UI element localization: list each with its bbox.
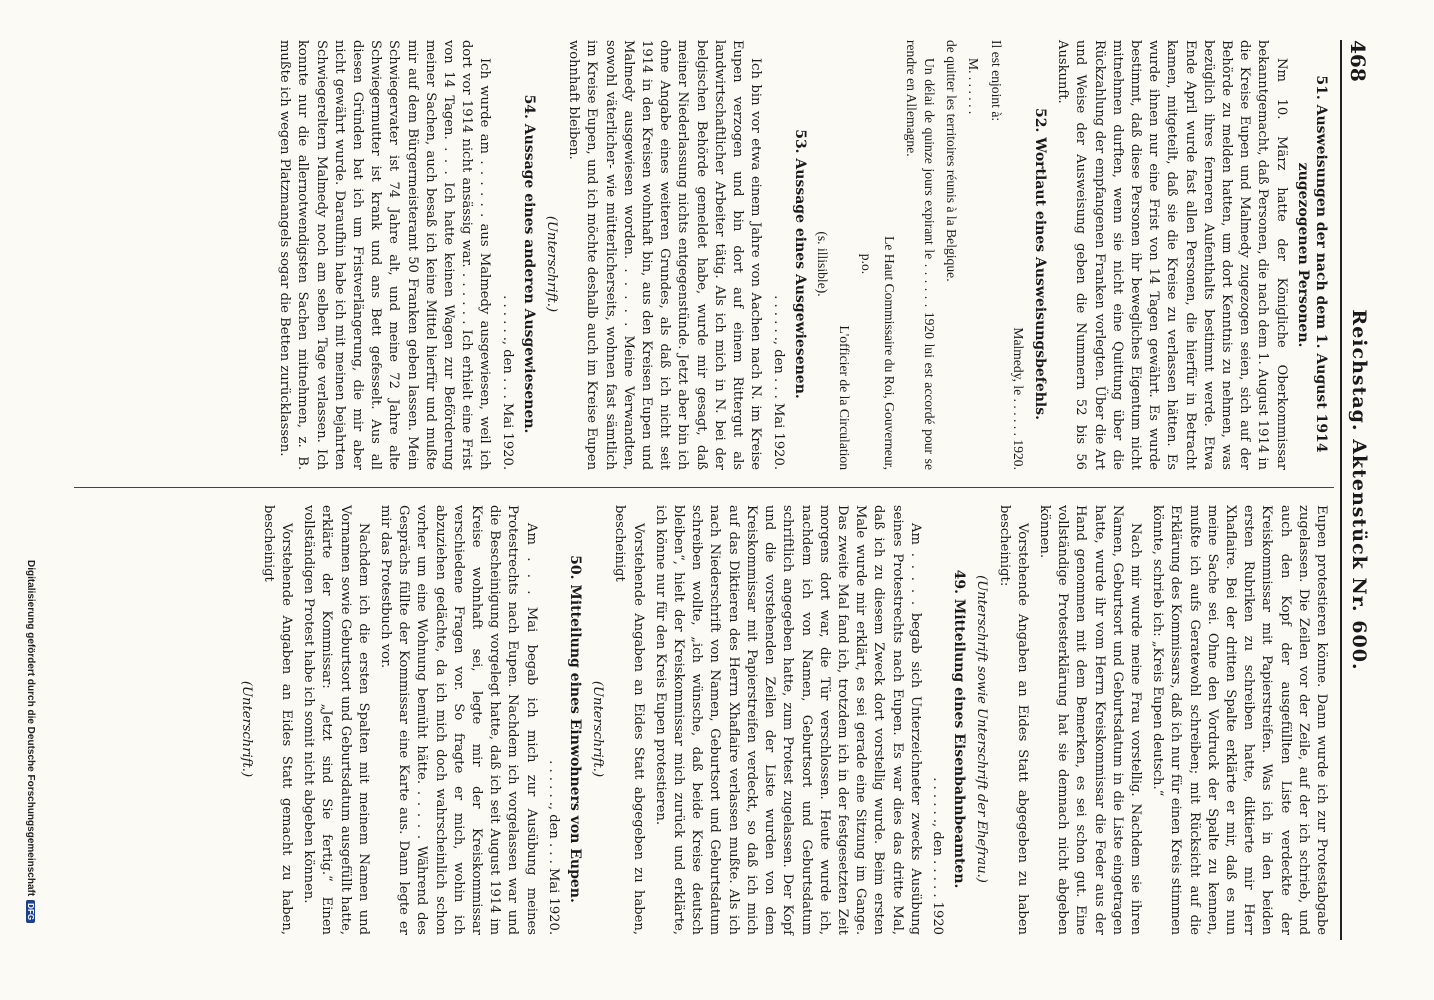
section-50-text-1: Am . . . Mai begab ich mich zur Ausübung meines Protestrechts nach Eupen. Nachdem ich vorgelassen war und die Bescheinigung vorgelegt hatte, daß ich seit August 1914 im Kreise wohnhaft sei, legte mir der Kreiskommissar verschiedene Fragen vor. So fragte er mich, wohin ich abzuziehen gedächte, da ich mich doch wahrscheinlich schon vorher um eine Wohnung bemüht hätte. . . . . . Während des Gesprächs füllte der Kommissar eine Karte aus. Dann legte er mir das Protestbuch vor. <box>378 505 539 935</box>
affidavit-1: Vorstehende Angaben an Eides Statt abgegeben zu haben bescheinigt: <box>996 505 1030 935</box>
wife-paragraph: Nach mir wurde meine Frau vorstellig. Nachdem sie ihren Namen, Geburtsort und Geburtsdatum in die Liste eingetragen hatte, wurde ihr vom Herrn Kreiskommissar die Feder aus der Hand genommen mit dem Bemerken, es sei schon gut. Eine vollständige Protesterklärung hat sie demnach nicht abgeben können. <box>1036 505 1143 935</box>
order-line-3: de quitter les territoires réunis à la Belgique. <box>944 40 960 282</box>
page-number: 468 <box>1346 40 1370 82</box>
page-title: Reichstag. Aktenstück Nr. 600. <box>1348 309 1370 671</box>
signature-3: (Unterschrift.) <box>238 680 254 778</box>
section-52-date: Malmedy, le . . . . . . 1920. <box>1010 327 1026 470</box>
order-line-2: M. . . . . . . <box>966 58 982 115</box>
right-column <box>232 505 1330 935</box>
section-50-text-2: Nachdem ich die ersten Spalten mit meinem Namen und Vornamen sowie Geburtsort und Geburtsdatum ausgefüllt hatte, erklärte der Kommissar: „Jetzt sind Sie fertig.“ Einen vollständigen Protest habe ich somit nicht abgeben können. <box>301 505 371 935</box>
section-50-title: 50. Mitteilung eines Einwohners von Eupen. <box>567 555 584 903</box>
section-54-title: 54. Aussage eines anderen Ausgewiesenen. <box>520 94 537 434</box>
section-53-title: 53. Aussage eines Ausgewiesenen. <box>791 129 808 399</box>
order-line-4: Un délai de quinze jours expirant le . . . . . . 1920 lui est accordé pour se rendre en Allemagne. <box>903 40 937 470</box>
order-po: p.o. <box>859 253 875 275</box>
section-52-title: 52. Wortlaut eines Ausweisungsbefehls. <box>1031 108 1048 420</box>
header-rule <box>1340 40 1342 940</box>
column-divider <box>74 487 1334 488</box>
footer-text: Digitalisierung gefördert durch die Deutsche Forschungsgemeinschaft <box>25 560 36 897</box>
section-53-text: Ich bin vor etwa einem Jahre von Aachen nach N. im Kreise Eupen verzogen und bin dort auf einem Rittergut als landwirtschaftlicher Arbeiter tätig. Als ich mich in N. bei der belgischen Behörde gemeldet habe, wurde mir gesagt, daß meiner Niederlassung nichts entgegenstünde. Jetzt aber bin ich ohne Angabe eines weiteren Grundes, als daß ich nicht seit 1914 in den Kreisen wohnhaft bin, aus den Kreisen Eupen und Malmedy ausgewiesen worden. . . . . . Meine Verwandten, sowohl väterlicher- wie mütterlicherseits, wohnen fast sämtlich im Kreise Eupen, und ich möchte deshalb auch im Kreise Eupen wohnhaft bleiben. <box>566 40 764 470</box>
signature-2: (Unterschrift.) <box>590 680 606 778</box>
section-53-date: . . . . . ., den . . . Mai 1920. <box>770 295 786 470</box>
continued-text: Eupen protestieren könne. Dann wurde ich zur Protestabgabe zugelassen. Die Zeilen vor der Zeile, auf der ich schrieb, und auch den Kopf der ausgefüllten Liste verdeckte der Kreiskommissar mit Papierstreifen. Was ich in den beiden ersten Rubriken zu schreiben hatte, diktierte mir Herr Xhaflaire. Bei der dritten Spalte erklärte er mir, daß es nun meine Sache sei. Ohne den Vordruck der Spalte zu kennen, mußte ich aufs Geratewohl schreiben; mit Rücksicht auf die Erklärung des Kommissars, daß ich nur für einen Kreis stimmen könnte, schrieb ich: „Kreis Eupen deutsch.“ <box>1150 505 1329 935</box>
section-49-title: 49. Mitteilung eines Eisenbahnbeamten. <box>951 569 968 889</box>
affidavit-2: Vorstehende Angaben an Eides Statt abgegeben zu haben, bescheinigt <box>612 505 646 935</box>
section-54-text: Ich wurde am . . . . . . aus Malmedy ausgewiesen, weil ich dort vor 1914 nicht ansässig war. . . . . . . Ich erhielt eine Frist von 14 Tagen. . . . Ich hatte keinen Wagen zur Beförderung meiner Sachen, auch besaß ich keine Mittel hierfür und mußte mir auf dem Bürgermeisteramt 50 Franken geben lassen. Mein Schwiegervater ist 74 Jahre alt, und meine 72 Jahre alte Schwiegermutter ist krank und ans Bett gefesselt. Aus all diesen Gründen bat ich um Fristverlängerung, die mir aber nicht gewährt wurde. Daraufhin habe ich mit meinen bejahrten Schwiegereltern Malmedy noch am selben Tage verlassen. Ich konnte nur die allernotwendigsten Sachen mitnehmen, z. B. mußte ich wegen Platzmangels sogar die Betten zurücklassen. <box>277 40 493 470</box>
order-illegible: (s. illisible). <box>814 231 830 297</box>
affidavit-3: Vorstehende Angaben an Eides Statt gemacht zu haben, bescheinigt <box>260 505 295 935</box>
section-49-text: Am . . . . . begab sich Unterzeichneter zwecks Ausübung seines Protestrechts nach Eupen. Es war dies das dritte Mal, daß ich zu diesem Zweck dort vorstellig wurde. Beim ersten Male wurde mir erklärt, es sei gerade eine Sitzung im Gange. Das zweite Mal fand ich, trotzdem ich in der festgesetzten Zeit morgens dort war, die Tür verschlossen. Heute wurde ich, nachdem ich von Namen, Geburtsort und Geburtsdatum schriftlich angegeben hatte, zum Protest zugelassen. Der Kopf und die vorstehenden Zeilen der Liste wurden von dem Kreiskommissar mit Papierstreifen verdeckt, so daß ich mich auf das Diktieren des Herrn Xhaflaire verlassen mußte. Als ich nach Niederschrift von Namen, Geburtsort und Geburtsdatum schreiben wollte, „ich wünsche, daß beide Kreise deutsch bleiben“, hielt der Kreiskommissar mich zurück und erklärte, ich könne nur für den Kreis Eupen protestieren. <box>652 505 923 935</box>
dfg-logo: DFG <box>26 900 35 923</box>
order-officer: L'officier de la Circulation <box>837 325 853 470</box>
signature-1: (Unterschrift sowie Unterschrift der Ehefrau.) <box>974 575 990 883</box>
order-signatory: Le Haut Commissaire du Roi, Gouverneur, <box>881 236 897 470</box>
page-header <box>1342 40 1376 940</box>
left-column <box>271 40 1330 470</box>
digitization-footer <box>25 560 36 990</box>
section-53-signature: (Unterschrift.) <box>544 215 560 313</box>
section-51-title: 51. Ausweisungen der nach dem 1. August 1914 zugezogenen Personen. <box>1294 75 1329 453</box>
section-54-date: . . . . . ., den . . . Mai 1920. <box>499 295 515 470</box>
section-50-date: . . . . . ., den . . . Mai 1920. <box>545 760 561 935</box>
order-line-1: Il est enjoint à: <box>988 40 1004 122</box>
section-51-text: Nm 10. März hatte der Königliche Oberkommissar bekanntgemacht, daß Personen, die nach dem 1. August 1914 in die Kreise Eupen und Malmedy zugezogen seien, sich auf der Behörde zu melden hatten, um dort Kenntnis zu nehmen, was bezüglich ihres ferneren Aufenthalts bestimmt werde. Etwa Ende April wurde fast allen Personen, die hierfür in Betracht kamen, mitgeteilt, daß sie die Kreise zu verlassen hätten. Es wurde ihnen nur eine Frist von 14 Tagen gewährt. Es wurde bestimmt, daß diese Personen ihr bewegliches Eigentum nicht mitnehmen durften, wenn sie nicht eine Quittung über die Rückzahlung der empfangenen Franken vorlegten. Über die Art und Weise der Ausweisung geben die Nummern 52 bis 56 Auskunft. <box>1055 40 1289 470</box>
section-49-date: . . . . . ., den . . . . . 1920 <box>929 777 945 935</box>
